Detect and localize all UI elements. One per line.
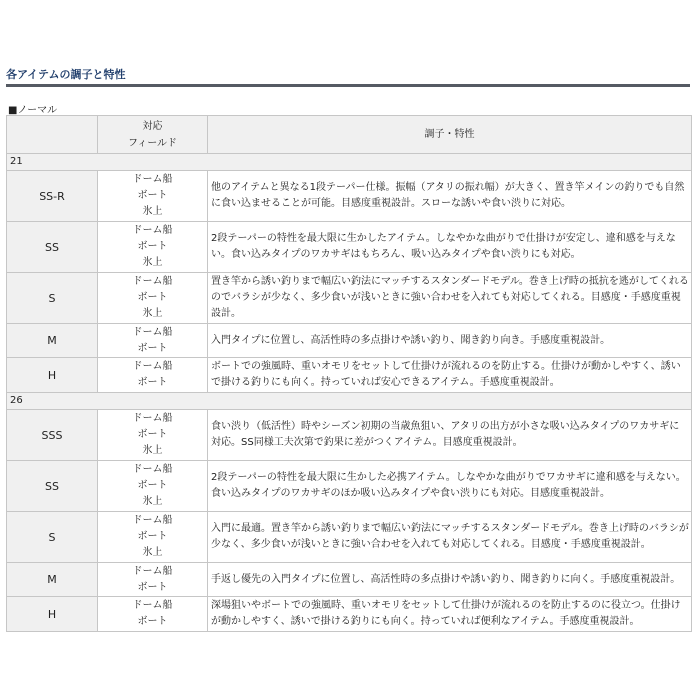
field-name: 氷上 bbox=[142, 308, 163, 319]
description-cell: 手返し優先の入門タイプに位置し、高活性時の多点掛けや誘い釣り、聞き釣りに向く。手感度重視設計。 bbox=[208, 563, 692, 597]
field-cell bbox=[98, 563, 208, 597]
description-cell: 2段テーパーの特性を最大限に生かしたアイテム。しなやかな曲がりで仕掛けが安定し、違和感を与えない。食い込みタイプのワカサギはもちろん、吸い込みタイプや食い渋りにも対応。 bbox=[208, 222, 692, 273]
group-row bbox=[7, 393, 692, 410]
description-cell: 食い渋り（低活性）時やシーズン初期の当歳魚狙い、アタリの出方が小さな吸い込みタイプのワカサギに対応。SS同様工夫次第で釣果に差がつくアイテム。目感度重視設計。 bbox=[208, 410, 692, 461]
model-cell: S bbox=[7, 512, 98, 563]
field-name: ドーム船 bbox=[132, 174, 173, 185]
field-name: ボート bbox=[137, 531, 168, 542]
field-name: ボート bbox=[137, 241, 168, 252]
description-cell: ボートでの強風時、重いオモリをセットして仕掛けが流れるのを防止する。仕掛けが動かしやすく、誘いで掛ける釣りにも向く。持っていれば安心できるアイテム。手感度重視設計。 bbox=[208, 358, 692, 393]
field-name: ドーム船 bbox=[132, 413, 173, 424]
header-field-line2: フィールド bbox=[128, 137, 177, 149]
spec-table bbox=[6, 115, 692, 632]
field-cell bbox=[98, 597, 208, 632]
description-cell: 入門タイプに位置し、高活性時の多点掛けや誘い釣り、聞き釣り向き。手感度重視設計。 bbox=[208, 324, 692, 358]
description-cell: 他のアイテムと異なる1段テーパー仕様。振幅（アタリの振れ幅）が大きく、置き竿メインの釣りでも自然に食い込ませることが可能。目感度重視設計。スローな誘いや食い渋りに対応。 bbox=[208, 171, 692, 222]
field-name: ボート bbox=[137, 190, 168, 201]
table-row bbox=[7, 512, 692, 563]
table-row bbox=[7, 597, 692, 632]
model-cell: H bbox=[7, 597, 98, 632]
field-name: ドーム船 bbox=[132, 600, 173, 611]
field-name: 氷上 bbox=[142, 206, 163, 217]
field-cell bbox=[98, 222, 208, 273]
field-cell bbox=[98, 358, 208, 393]
field-name: ボート bbox=[137, 342, 168, 354]
model-cell: M bbox=[7, 563, 98, 597]
header-characteristics: 調子・特性 bbox=[208, 116, 692, 154]
description-cell: 深場狙いやボートでの強風時、重いオモリをセットして仕掛けが流れるのを防止するのに役立つ。仕掛けが動かしやすく、誘いで掛ける釣りにも向く。持っていれば便利なアイテム。手感度重視設計。 bbox=[208, 597, 692, 632]
header-model-cell bbox=[7, 116, 98, 154]
field-name: ドーム船 bbox=[132, 515, 173, 526]
field-name: ボート bbox=[137, 616, 168, 627]
model-cell: SS bbox=[7, 461, 98, 512]
table-row bbox=[7, 171, 692, 222]
field-cell bbox=[98, 512, 208, 563]
section-label: ■ノーマル bbox=[8, 105, 58, 116]
group-row bbox=[7, 154, 692, 171]
field-name: ボート bbox=[137, 292, 168, 303]
table-row bbox=[7, 358, 692, 393]
field-name: ドーム船 bbox=[132, 225, 173, 236]
table-row bbox=[7, 461, 692, 512]
model-cell: SS bbox=[7, 222, 98, 273]
model-cell: S bbox=[7, 273, 98, 324]
field-name: ドーム船 bbox=[132, 276, 173, 287]
field-name: ボート bbox=[137, 581, 168, 593]
table-row bbox=[7, 410, 692, 461]
group-label: 26 bbox=[7, 393, 692, 410]
field-cell bbox=[98, 410, 208, 461]
model-cell: H bbox=[7, 358, 98, 393]
header-field-line1: 対応 bbox=[142, 120, 163, 132]
model-cell: SSS bbox=[7, 410, 98, 461]
field-cell bbox=[98, 324, 208, 358]
field-name: ドーム船 bbox=[132, 464, 173, 475]
model-cell: M bbox=[7, 324, 98, 358]
model-cell: SS-R bbox=[7, 171, 98, 222]
field-name: ボート bbox=[137, 480, 168, 491]
table-row bbox=[7, 273, 692, 324]
header-row bbox=[7, 116, 692, 154]
field-cell bbox=[98, 461, 208, 512]
field-name: ドーム船 bbox=[132, 326, 173, 338]
field-name: ドーム船 bbox=[132, 565, 173, 577]
field-cell bbox=[98, 171, 208, 222]
description-cell: 置き竿から誘い釣りまで幅広い釣法にマッチするスタンダードモデル。巻き上げ時の抵抗を逃がしてくれるのでバラシが少なく、多少食いが浅いときに強い合わせを入れても対応してくれる。目感度・手感度重視設計。 bbox=[208, 273, 692, 324]
description-cell: 2段テーパーの特性を最大限に生かした必携アイテム。しなやかな曲がりでワカサギに違和感を与えない。食い込みタイプのワカサギのほか吸い込みタイプや食い渋りにも対応。目感度重視設計。 bbox=[208, 461, 692, 512]
title-divider bbox=[6, 84, 690, 87]
field-cell bbox=[98, 273, 208, 324]
table-row bbox=[7, 222, 692, 273]
field-name: 氷上 bbox=[142, 445, 163, 456]
page-title: 各アイテムの調子と特性 bbox=[6, 68, 126, 81]
field-name: ボート bbox=[137, 377, 168, 388]
field-name: ドーム船 bbox=[132, 361, 173, 372]
description-cell: 入門に最適。置き竿から誘い釣りまで幅広い釣法にマッチするスタンダードモデル。巻き上げ時のバラシが少なく、多少食いが浅いときに強い合わせを入れても対応してくれる。目感度・手感度重視設計。 bbox=[208, 512, 692, 563]
field-name: 氷上 bbox=[142, 496, 163, 507]
field-name: ボート bbox=[137, 429, 168, 440]
field-name: 氷上 bbox=[142, 547, 163, 558]
field-name: 氷上 bbox=[142, 257, 163, 268]
table-row bbox=[7, 563, 692, 597]
header-field-cell bbox=[98, 116, 208, 154]
table-row bbox=[7, 324, 692, 358]
group-label: 21 bbox=[7, 154, 692, 171]
